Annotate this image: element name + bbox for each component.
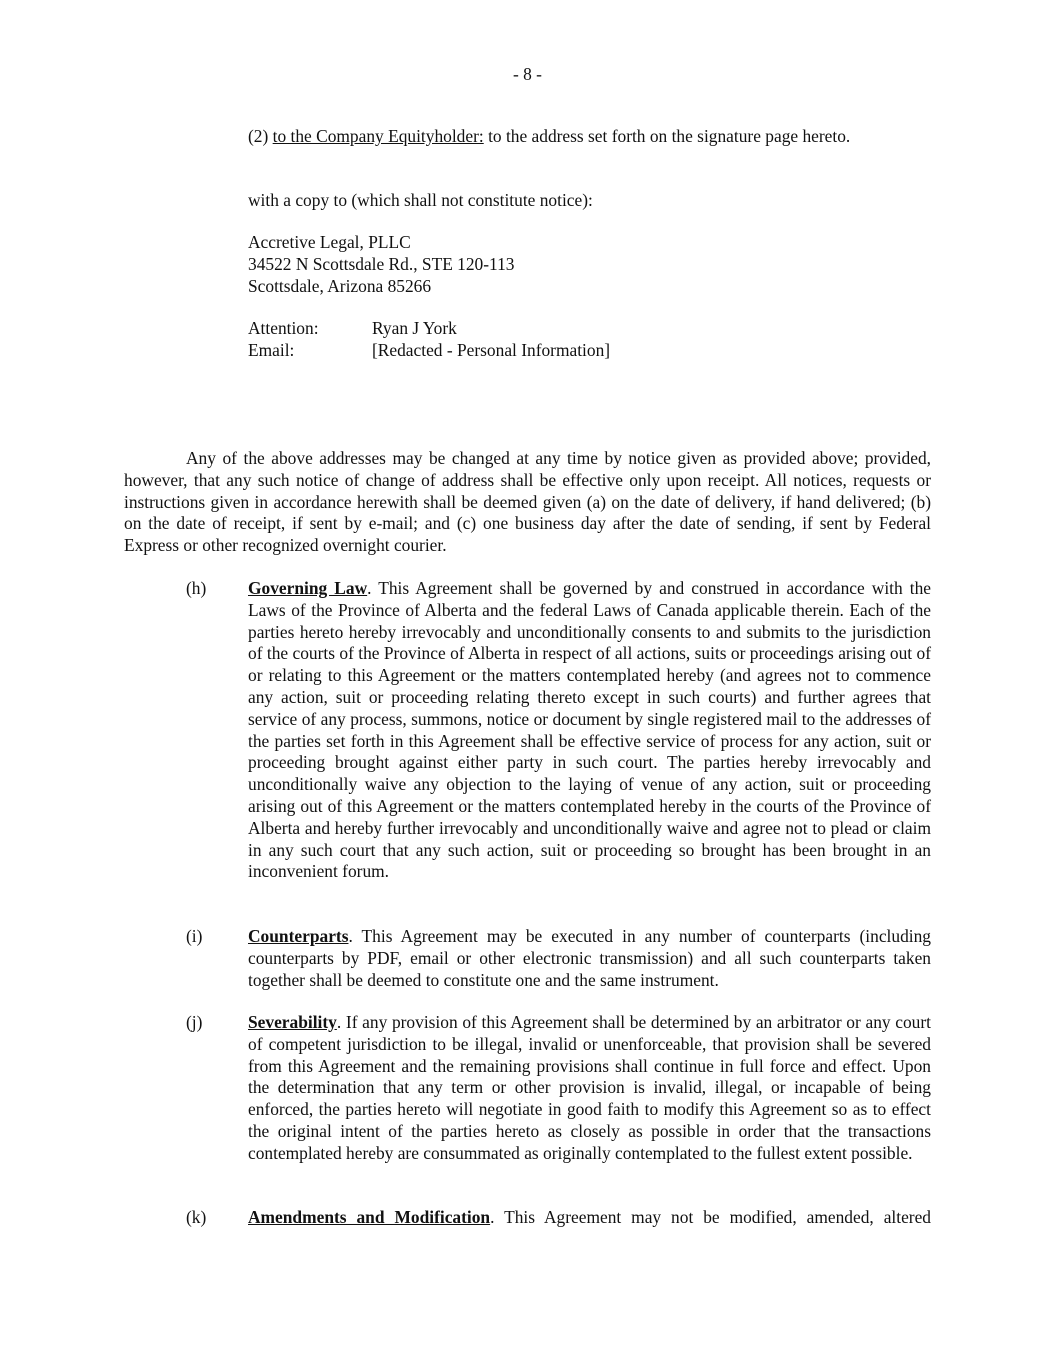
attention-value: Ryan J York (372, 318, 457, 338)
section-text (248, 926, 931, 991)
section-heading: Amendments and Modification (248, 1207, 491, 1227)
address-change-paragraph: Any of the above addresses may be changed at any time by notice given as provided above; provided, however, that any such notice of change of address shall be effective only upon receipt. All notices, requests or instructions given in accordance herewith shall be deemed given (a) on the date of delivery, if hand delivered; (b) on the date of receipt, if sent by e-mail; and (c) one business day after the date of sending, if sent by Federal Express or other recognized overnight courier. (124, 448, 931, 556)
section-governing-law (186, 578, 931, 883)
email-row (248, 340, 610, 362)
section-number: (k) (186, 1207, 207, 1227)
copy-to-line: with a copy to (which shall not constitute notice): (248, 190, 593, 210)
section-heading: Severability (248, 1012, 337, 1032)
section-text (248, 1207, 931, 1229)
notice-recipient: to the Company Equityholder: (272, 126, 484, 146)
email-value: [Redacted - Personal Information] (372, 339, 611, 360)
notice-item-prefix: (2) (248, 126, 273, 146)
attention-block (248, 318, 610, 362)
section-number: (i) (186, 926, 203, 946)
section-number: (h) (186, 578, 207, 598)
section-body: . This Agreement may not be modified, amended, altered (490, 1207, 931, 1227)
address-line-3: Scottsdale, Arizona 85266 (248, 275, 432, 296)
section-body: . This Agreement shall be governed by and construed in accordance with the Laws of the Province of Alberta and the federal Laws of Canada applicable therein. Each of the parties hereto hereby irrevocably and unconditionally consents to and submits to the jurisdiction of the courts of the Province of Alberta in respect of all actions, suits or proceedings arising out of or relating to this Agreement or the matters contemplated hereby (and agrees not to commence any action, suit or proceeding relating thereto except in such courts) and further agrees that service of any process, summons, notice or document by single registered mail to the addresses of the parties set forth in this Agreement shall be effective service of process for any action, suit or proceeding brought against either party in such court. The parties hereby irrevocably and unconditionally waive any objection to the laying of venue of any action, suit or proceeding arising out of this Agreement or the matters contemplated hereby in the courts of the Province of Alberta and hereby further irrevocably and unconditionally waive and agree not to plead or claim in any such court that any such action, suit or proceeding so brought has been brought in an inconvenient forum. (248, 578, 931, 882)
attention-row (248, 318, 610, 340)
section-counterparts (186, 926, 931, 991)
page-number: - 8 - (513, 64, 542, 84)
section-amendments (186, 1207, 931, 1229)
section-text (248, 1012, 931, 1165)
section-heading: Counterparts (248, 926, 349, 946)
copy-address-block (248, 232, 514, 297)
attention-label: Attention: (248, 318, 319, 338)
address-line-1: Accretive Legal, PLLC (248, 232, 411, 252)
section-body: . This Agreement may be executed in any number of counterparts (including counterparts by PDF, email or other electronic transmission) and all such counterparts taken together shall be deemed to constitute one and the same instrument. (248, 926, 931, 990)
notice-recipient-text: to the address set forth on the signature page hereto. (483, 126, 851, 146)
section-heading: Governing Law (248, 578, 368, 598)
section-severability (186, 1012, 931, 1165)
address-line-2: 34522 N Scottsdale Rd., STE 120-113 (248, 253, 515, 274)
section-number: (j) (186, 1012, 203, 1032)
email-label: Email: (248, 339, 295, 360)
section-text (248, 578, 931, 883)
notice-recipient-line (248, 126, 850, 148)
section-body: . If any provision of this Agreement shall be determined by an arbitrator or any court of competent jurisdiction to be illegal, invalid or unenforceable, that provision shall be severed from this Agreement and the remaining provisions shall continue in full force and effect. Upon the determination that any term or other provision is invalid, illegal, or incapable of being enforced, the parties hereto will negotiate in good faith to modify this Agreement so as to effect the original intent of the parties hereto as closely as possible in order that the transactions contemplated hereby are consummated as originally contemplated to the fullest extent possible. (248, 1012, 931, 1163)
